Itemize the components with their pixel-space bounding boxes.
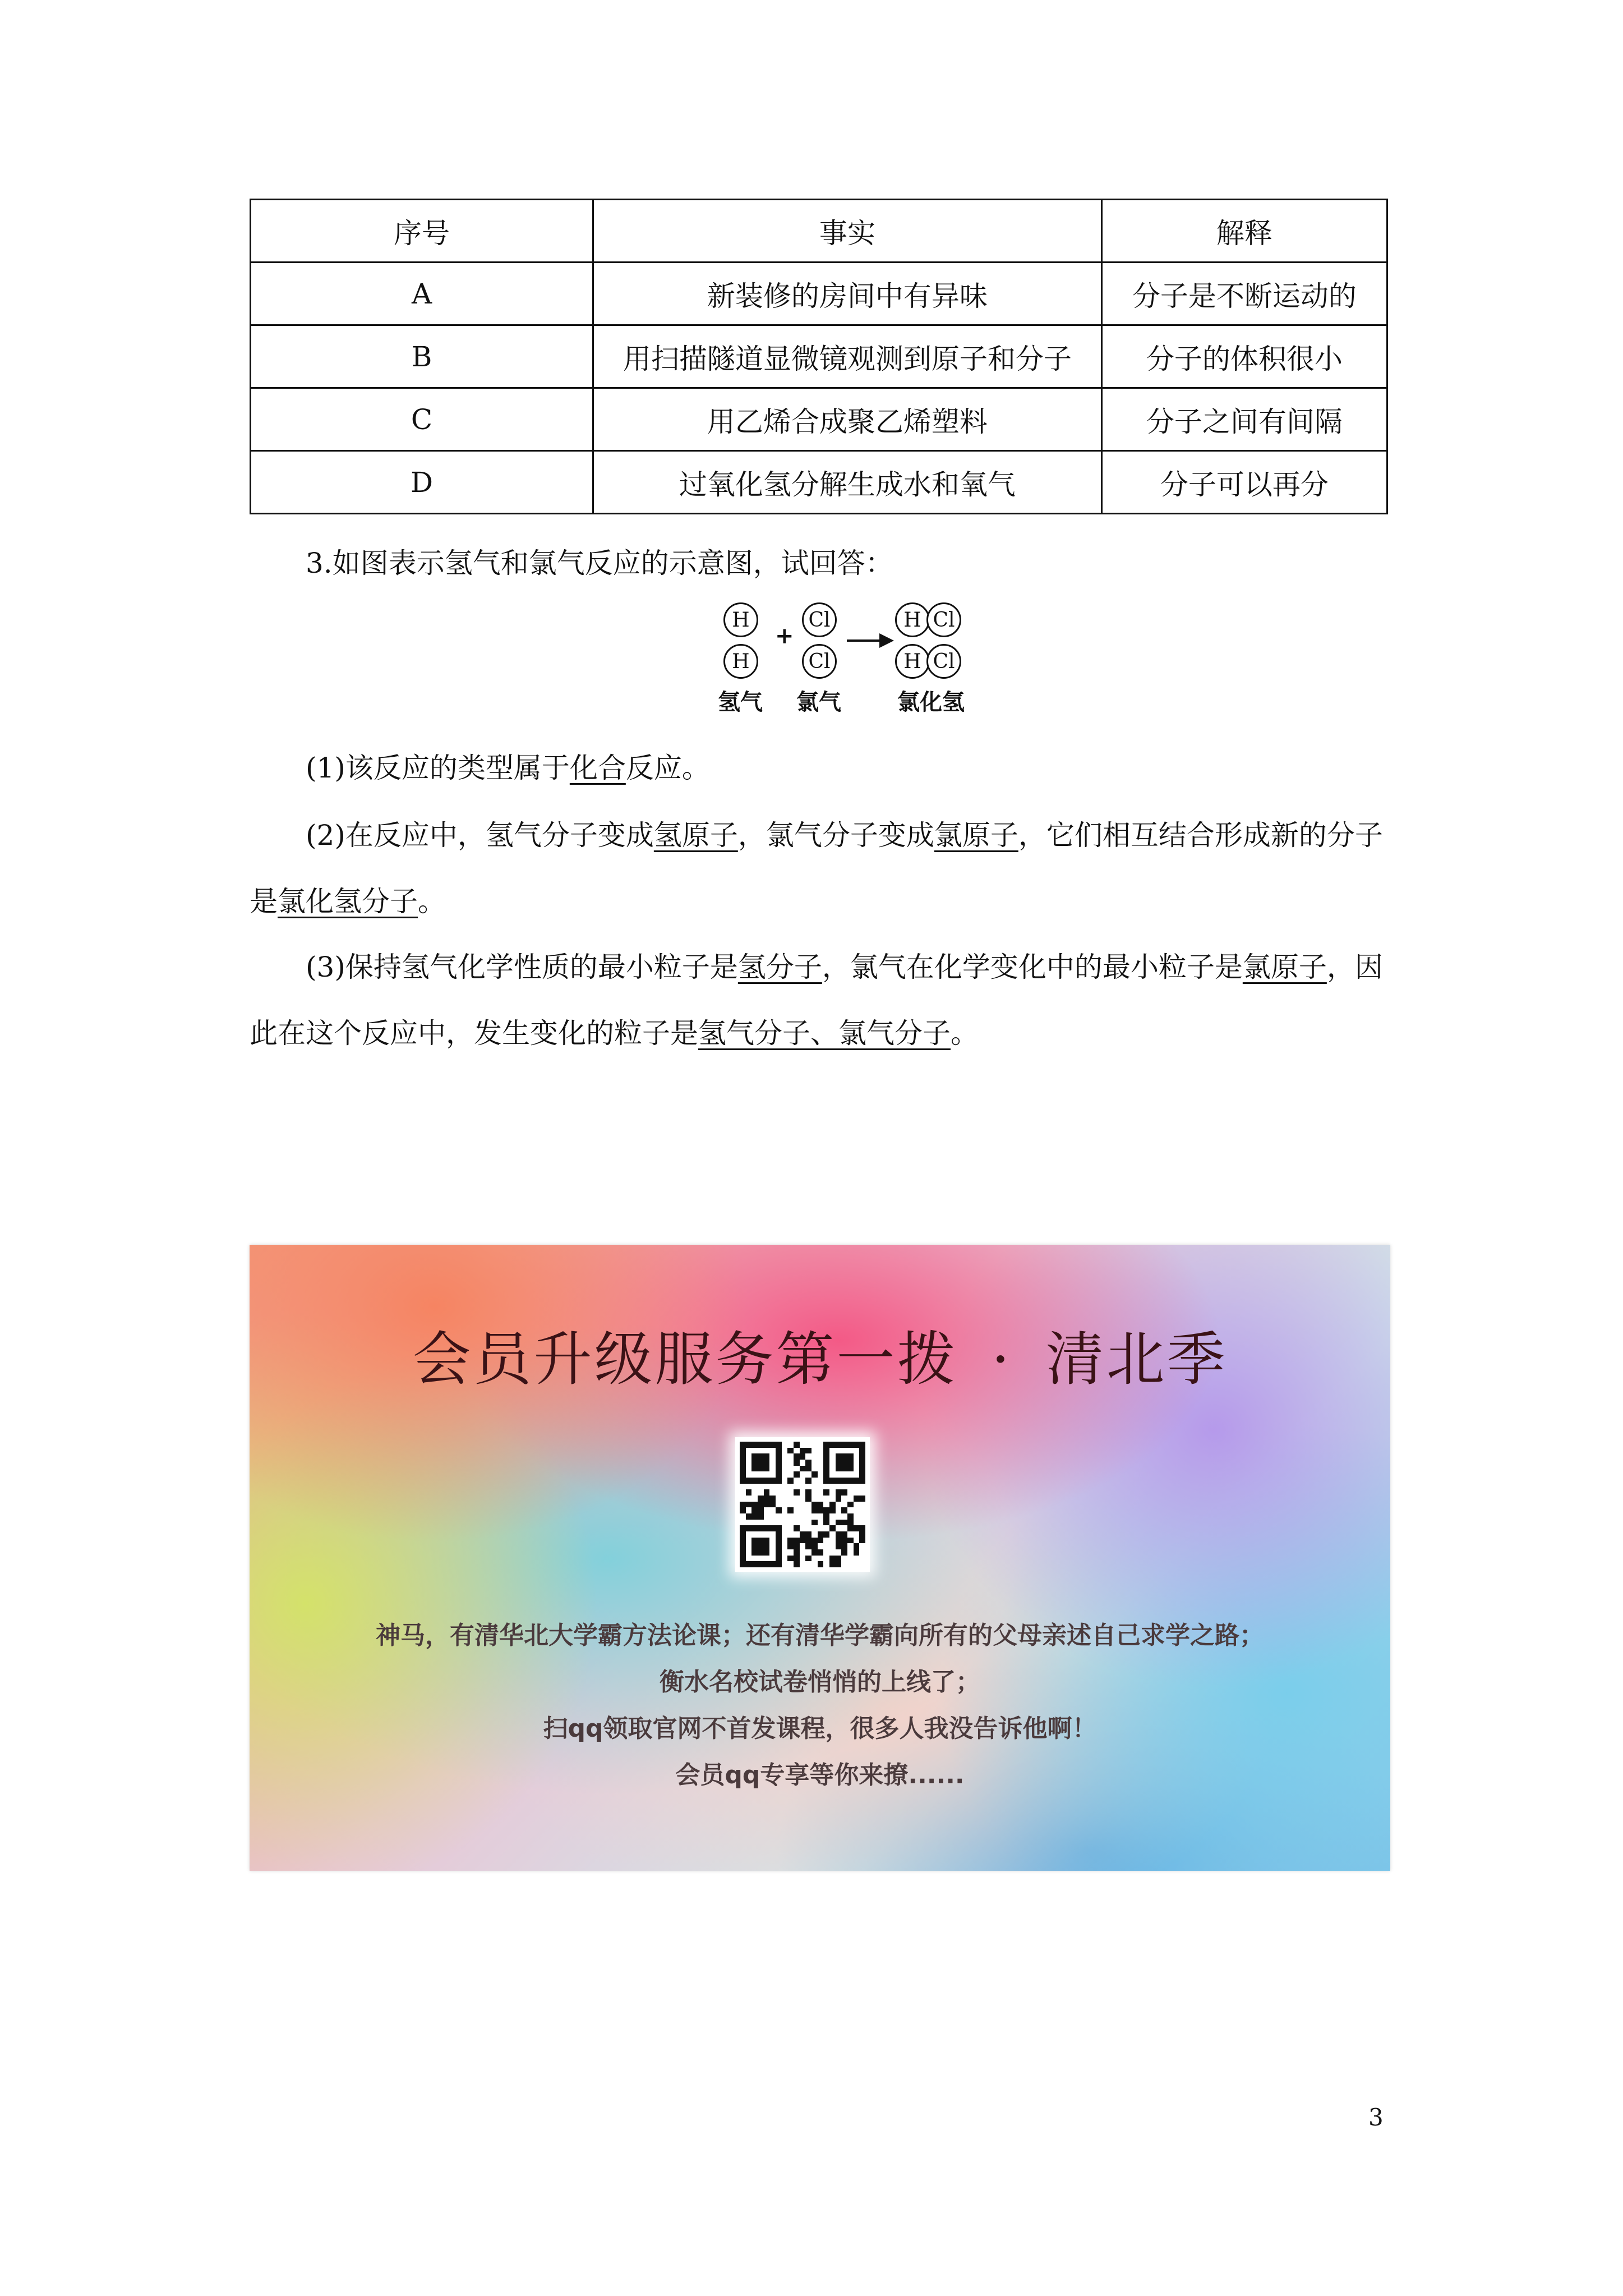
table-cell: 新装修的房间中有异味: [593, 263, 1102, 325]
answer-blank: 氢原子: [653, 819, 738, 852]
table-header-cell: 序号: [251, 200, 593, 263]
text-span: ，氯气分子变成: [737, 819, 934, 852]
banner-text-lines: [250, 1612, 1390, 1798]
hydrogen-atom: H: [723, 644, 758, 679]
page-number: 3: [1368, 2104, 1384, 2131]
hydrogen-atom: H: [723, 602, 758, 637]
table-header-cell: 解释: [1101, 200, 1387, 263]
hydrogen-atom: H: [895, 602, 930, 637]
answer-blank: 氯化氢分子: [278, 885, 418, 918]
table-cell: 分子之间有间隔: [1101, 388, 1387, 451]
qr-code-icon[interactable]: [735, 1437, 870, 1572]
table-cell: 用乙烯合成聚乙烯塑料: [593, 388, 1102, 451]
text-span: ，氯气在化学变化中的最小粒子是: [822, 951, 1243, 983]
chlorine-atom: Cl: [926, 644, 961, 679]
banner-title: [250, 1312, 1390, 1396]
diagram-label-chlorine: 氯气: [796, 689, 841, 715]
answer-paragraph-3: [250, 934, 1388, 1066]
table-cell: D: [251, 451, 593, 514]
table-cell: 用扫描隧道显微镜观测到原子和分子: [593, 325, 1102, 388]
banner-line: 神马，有清华北大学霸方法论课；还有清华学霸向所有的父母亲述自己求学之路；: [376, 1621, 1264, 1650]
answer-blank: 氯原子: [934, 819, 1018, 852]
text-span: ，因此在这个反应中，发生变化的粒子是: [250, 951, 1383, 1050]
chlorine-atom: Cl: [926, 602, 961, 637]
table-cell: A: [251, 263, 593, 325]
text-span: (2)在反应中，氢气分子变成: [306, 819, 654, 852]
text-span: ，它们相互结合形成新的分子是: [250, 819, 1383, 918]
table-cell: C: [251, 388, 593, 451]
table-row: [251, 263, 1387, 325]
plus-sign: +: [775, 623, 794, 649]
facts-table: [250, 199, 1388, 514]
text-span: 。: [418, 885, 446, 918]
table-cell: 分子是不断运动的: [1101, 263, 1387, 325]
chlorine-atom: Cl: [802, 602, 837, 637]
table-row: [251, 451, 1387, 514]
banner-line: 会员qq专享等你来撩......: [675, 1761, 965, 1789]
banner-title-dot: ·: [991, 1325, 1012, 1393]
answer-paragraph-1: [250, 735, 1388, 801]
table-cell: 分子可以再分: [1101, 451, 1387, 514]
answer-paragraph-2: [250, 802, 1388, 935]
reaction-arrow: [847, 639, 880, 642]
diagram-label-hcl: 氯化氢: [897, 689, 965, 715]
table-cell: 分子的体积很小: [1101, 325, 1387, 388]
chlorine-atom: Cl: [802, 644, 837, 679]
banner-title-left: 会员升级服务第一拨: [412, 1325, 958, 1393]
table-cell: B: [251, 325, 593, 388]
answer-blank: 氢气分子、氯气分子: [698, 1017, 951, 1050]
reaction-diagram: [712, 595, 981, 718]
arrowhead-icon: [879, 633, 894, 648]
hydrogen-atom: H: [895, 644, 930, 679]
table-header-cell: 事实: [593, 200, 1102, 263]
diagram-label-hydrogen: 氢气: [718, 689, 763, 715]
answer-blank: 化合: [569, 752, 626, 784]
answer-blank: 氯原子: [1242, 951, 1327, 983]
answer-blank: 氢分子: [737, 951, 822, 983]
table-header-row: [251, 200, 1387, 263]
text-span: (1)该反应的类型属于: [306, 752, 570, 784]
table-cell: 过氧化氢分解生成水和氧气: [593, 451, 1102, 514]
text-span: (3)保持氢气化学性质的最小粒子是: [306, 951, 738, 983]
banner-line: 衡水名校试卷悄悄的上线了；: [660, 1668, 980, 1696]
table-row: [251, 388, 1387, 451]
text-span: 。: [951, 1017, 979, 1050]
promo-banner: [250, 1245, 1390, 1871]
banner-line: 扫qq领取官网不首发课程，很多人我没告诉他啊！: [543, 1714, 1097, 1743]
text-span: 反应。: [625, 752, 710, 784]
banner-title-right: 清北季: [1045, 1325, 1228, 1393]
table-row: [251, 325, 1387, 388]
question-stem: 3.如图表示氢气和氯气反应的示意图，试回答：: [306, 547, 893, 579]
